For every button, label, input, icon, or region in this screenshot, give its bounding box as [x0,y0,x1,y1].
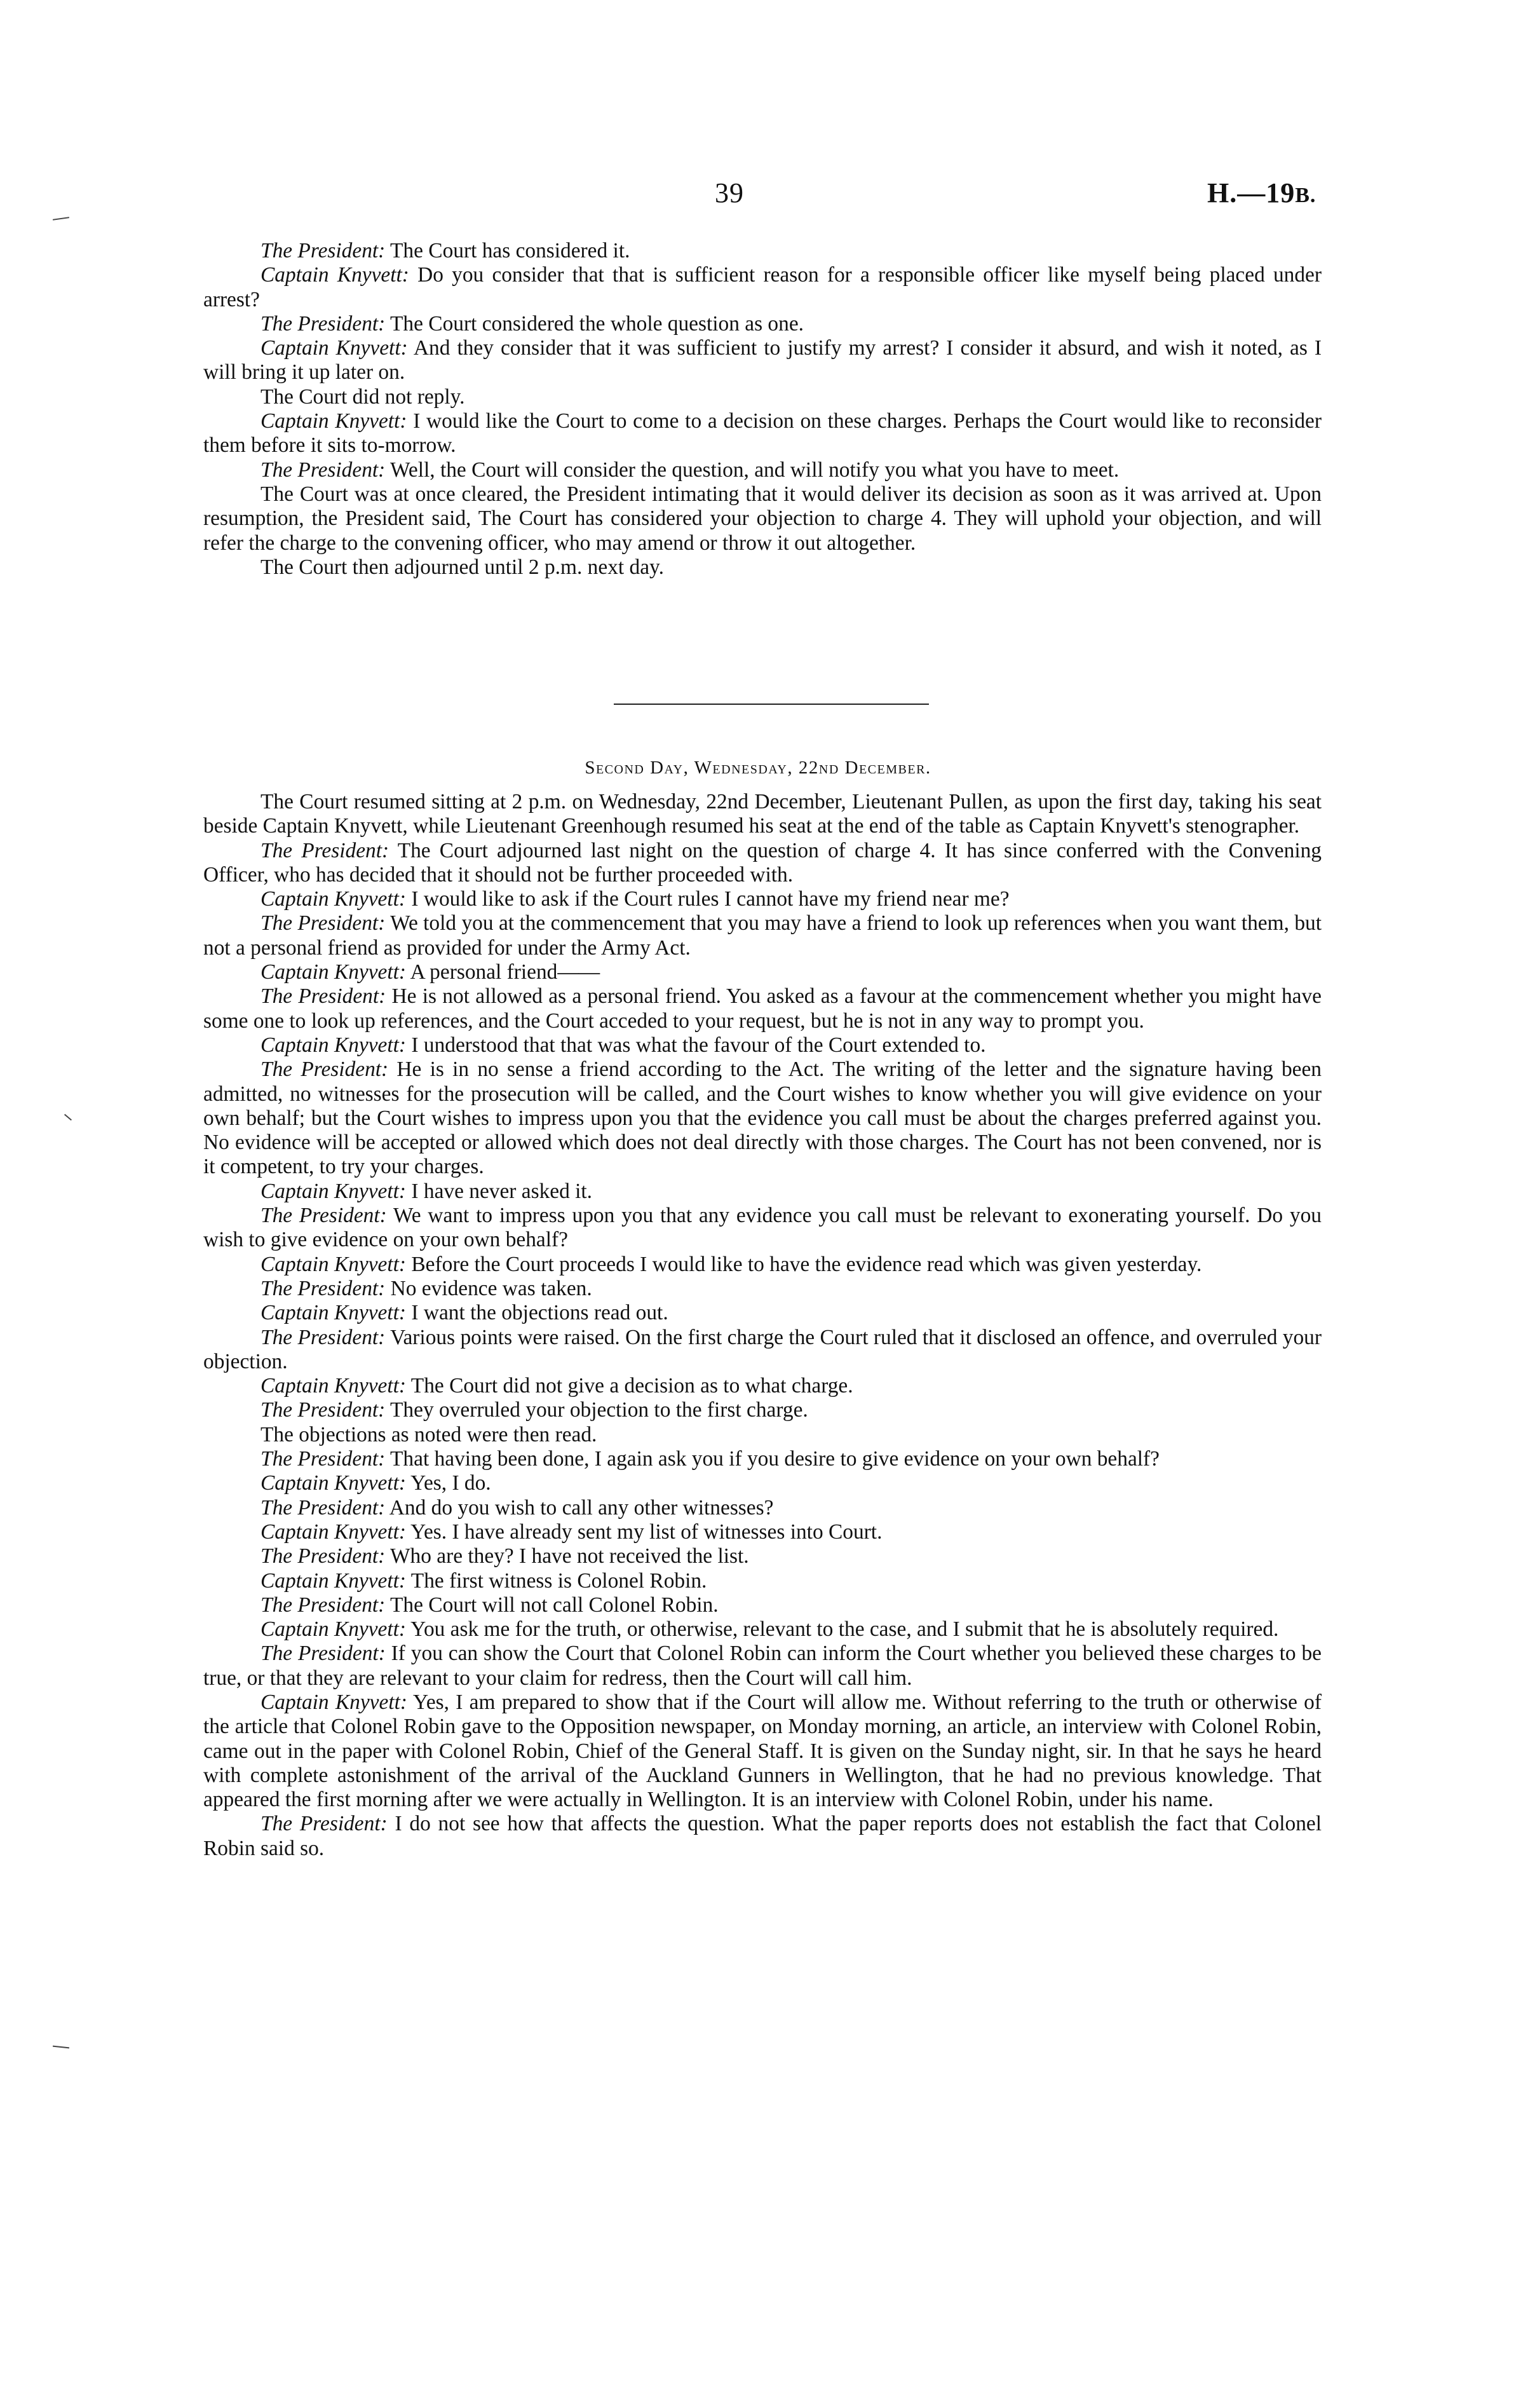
transcript-paragraph [203,911,1322,960]
speaker-name: Captain Knyvett: [261,409,407,433]
paragraph-text: The first witness is Colonel Robin. [406,1568,707,1593]
transcript-paragraph [203,1520,1322,1544]
paragraph-text: I understood that that was what the favour of the Court extended to. [406,1033,986,1057]
speaker-name: The President: [261,1276,386,1300]
speaker-name: Captain Knyvett: [261,1033,407,1057]
paragraph-text: You ask me for the truth, or otherwise, relevant to the case, and I submit that he is absolutely required. [406,1617,1279,1642]
paragraph-text: The objections as noted were then read. [261,1422,597,1446]
transcript-paragraph [203,1326,1322,1375]
paragraph-text: They overruled your objection to the first charge. [385,1398,808,1422]
transcript-block-second-day [203,790,1322,1861]
transcript-paragraph [203,1447,1322,1471]
section-divider [614,704,929,705]
paragraph-text: Who are they? I have not received the list. [385,1544,749,1568]
transcript-paragraph [203,1180,1322,1204]
speaker-name: Captain Knyvett: [261,336,408,360]
speaker-name: The President: [261,1204,387,1228]
speaker-name: Captain Knyvett: [261,887,407,911]
speaker-name: The President: [261,911,386,935]
speaker-name: The President: [261,1544,386,1568]
speaker-name: The President: [261,838,389,862]
paragraph-text: A personal friend—— [406,960,600,984]
document-reference-main: H.—19 [1207,177,1296,208]
paragraph-text: The Court will not call Colonel Robin. [385,1593,719,1617]
speaker-name: The President: [261,1593,386,1617]
speaker-name: Captain Knyvett: [261,1568,407,1593]
transcript-paragraph [203,960,1322,984]
transcript-block-first-day [203,239,1322,580]
paragraph-text: The Court adjourned last night on the question of charge 4. It has since conferred with the Convening Officer, who has decided that it should not be further proceeded with. [203,838,1322,887]
transcript-paragraph [203,1058,1322,1179]
paragraph-text: He is in no sense a friend according to the Act. The writing of the letter and the signature having been admitted, no witnesses for the prosecution will be called, and the Court wishes to know whether you will give evidence on your own behalf; but the Court wishes to impress upon you that the evidence you call must be about the charges preferred against you. No evidence will be accepted or allowed which does not deal directly with those charges. The Court has not been convened, nor is it competent, to try your charges. [203,1058,1322,1179]
speaker-name: Captain Knyvett: [261,1252,407,1276]
document-reference-suffix: B. [1295,184,1316,207]
margin-mark [64,1114,72,1121]
paragraph-text: Yes. I have already sent my list of witnesses into Court. [406,1520,883,1544]
paragraph-text: Before the Court proceeds I would like to have the evidence read which was given yesterday. [406,1252,1202,1276]
speaker-name: The President: [261,1495,386,1520]
transcript-paragraph [203,1033,1322,1058]
paragraph-text: The Court did not reply. [261,384,465,409]
speaker-name: The President: [261,1058,389,1082]
speaker-name: The President: [261,1398,386,1422]
section-heading: Second Day, Wednesday, 22nd December. [585,758,931,778]
margin-mark [53,2046,69,2049]
transcript-paragraph [203,984,1322,1033]
transcript-paragraph [203,1374,1322,1398]
transcript-paragraph [203,385,1322,409]
transcript-paragraph [203,839,1322,888]
paragraph-text: We want to impress upon you that any evidence you call must be relevant to exonerating yourself. Do you wish to give evidence on your own behalf? [203,1204,1322,1252]
transcript-paragraph [203,1617,1322,1642]
paragraph-text: No evidence was taken. [385,1276,592,1300]
paragraph-text: The Court considered the whole question as one. [385,311,804,336]
transcript-paragraph [203,1690,1322,1812]
speaker-name: Captain Knyvett: [261,1301,407,1325]
speaker-name: The President: [261,311,386,336]
speaker-name: Captain Knyvett: [261,1471,407,1495]
transcript-paragraph [203,1204,1322,1253]
paragraph-text: Yes, I do. [406,1471,491,1495]
transcript-paragraph [203,1642,1322,1690]
paragraph-text: The Court did not give a decision as to what charge. [406,1374,853,1398]
transcript-paragraph [203,1253,1322,1277]
paragraph-text: I do not see how that affects the question. What the paper reports does not establish the fact that Colonel Robin said so. [203,1812,1322,1860]
paragraph-text: Do you consider that that is sufficient reason for a responsible officer like myself being placed under arrest? [203,263,1322,311]
paragraph-text: The Court then adjourned until 2 p.m. next day. [261,555,664,579]
paragraph-text: We told you at the commencement that you may have a friend to look up references when you want them, but not a personal friend as provided for under the Army Act. [203,911,1322,960]
transcript-paragraph [203,239,1322,263]
speaker-name: The President: [261,984,386,1009]
transcript-paragraph [203,1398,1322,1422]
page-number: 39 [715,177,744,208]
speaker-name: The President: [261,239,386,262]
paragraph-text: I would like the Court to come to a decision on these charges. Perhaps the Court would like to reconsider them before it sits to-morrow. [203,409,1322,458]
speaker-name: Captain Knyvett: [261,1690,407,1714]
transcript-paragraph [203,1544,1322,1568]
paragraph-text: He is not allowed as a personal friend. You asked as a favour at the commencement whether you might have some one to look up references, and the Court acceded to your request, but he is not in any way to prompt you. [203,984,1322,1033]
transcript-paragraph [203,1277,1322,1301]
transcript-paragraph [203,1812,1322,1861]
speaker-name: The President: [261,1812,388,1836]
paragraph-text: If you can show the Court that Colonel Robin can inform the Court whether you believed these charges to be true, or that they are relevant to your claim for redress, then the Court will call him. [203,1642,1322,1690]
paragraph-text: The Court was at once cleared, the President intimating that it would deliver its decision as soon as it was arrived at. Upon resumption, the President said, The Court has considered your objection to charge 4. They will uphold your objection, and will refer the charge to the convening officer, who may amend or throw it out altogether. [203,482,1322,555]
document-reference [1207,177,1316,209]
transcript-paragraph [203,458,1322,482]
speaker-name: Captain Knyvett: [261,1617,407,1642]
paragraph-text: I would like to ask if the Court rules I cannot have my friend near me? [406,887,1010,911]
margin-mark [53,217,69,221]
paragraph-text: I want the objections read out. [406,1301,668,1325]
transcript-paragraph [203,482,1322,555]
transcript-paragraph [203,887,1322,911]
transcript-paragraph [203,312,1322,336]
transcript-paragraph [203,1471,1322,1495]
speaker-name: Captain Knyvett: [261,1374,407,1398]
transcript-paragraph [203,263,1322,312]
paragraph-text: That having been done, I again ask you if you desire to give evidence on your own behalf? [385,1447,1160,1471]
transcript-paragraph [203,1593,1322,1617]
speaker-name: The President: [261,458,386,482]
speaker-name: The President: [261,1325,386,1349]
transcript-paragraph [203,1496,1322,1520]
paragraph-text: And they consider that it was sufficient to justify my arrest? I consider it absurd, and wish it noted, as I will bring it up later on. [203,336,1322,384]
transcript-paragraph [203,409,1322,458]
speaker-name: The President: [261,1447,386,1471]
paragraph-text: The Court has considered it. [385,239,630,262]
transcript-paragraph [203,336,1322,385]
transcript-paragraph [203,555,1322,580]
paragraph-text: Various points were raised. On the first charge the Court ruled that it disclosed an offence, and overruled your objection. [203,1325,1322,1373]
transcript-paragraph [203,790,1322,839]
transcript-paragraph [203,1301,1322,1325]
paragraph-text: I have never asked it. [406,1179,593,1203]
paragraph-text: The Court resumed sitting at 2 p.m. on Wednesday, 22nd December, Lieutenant Pullen, as upon the first day, taking his seat beside Captain Knyvett, while Lieutenant Greenhough resumed his seat at the end of the table as Captain Knyvett's stenographer. [203,790,1322,838]
speaker-name: The President: [261,1642,386,1666]
transcript-paragraph [203,1423,1322,1447]
speaker-name: Captain Knyvett: [261,960,407,984]
paragraph-text: Well, the Court will consider the question, and will notify you what you have to meet. [385,458,1120,482]
speaker-name: Captain Knyvett: [261,263,409,287]
paragraph-text: And do you wish to call any other witnesses? [385,1495,774,1520]
speaker-name: Captain Knyvett: [261,1179,407,1203]
paragraph-text: Yes, I am prepared to show that if the Court will allow me. Without referring to the truth or otherwise of the article that Colonel Robin gave to the Opposition newspaper, on Monday morning, an article, an interview with Colonel Robin, came out in the paper with Colonel Robin, Chief of the General Staff. It is given on the Sunday night, sir. In that he says he heard with complete astonishment of the arrival of the Auckland Gunners in Wellington, that he had no previous knowledge. That appeared the first morning after we were actually in Wellington. It is an interview with Colonel Robin, under his name. [203,1690,1322,1812]
speaker-name: Captain Knyvett: [261,1520,407,1544]
transcript-paragraph [203,1569,1322,1593]
